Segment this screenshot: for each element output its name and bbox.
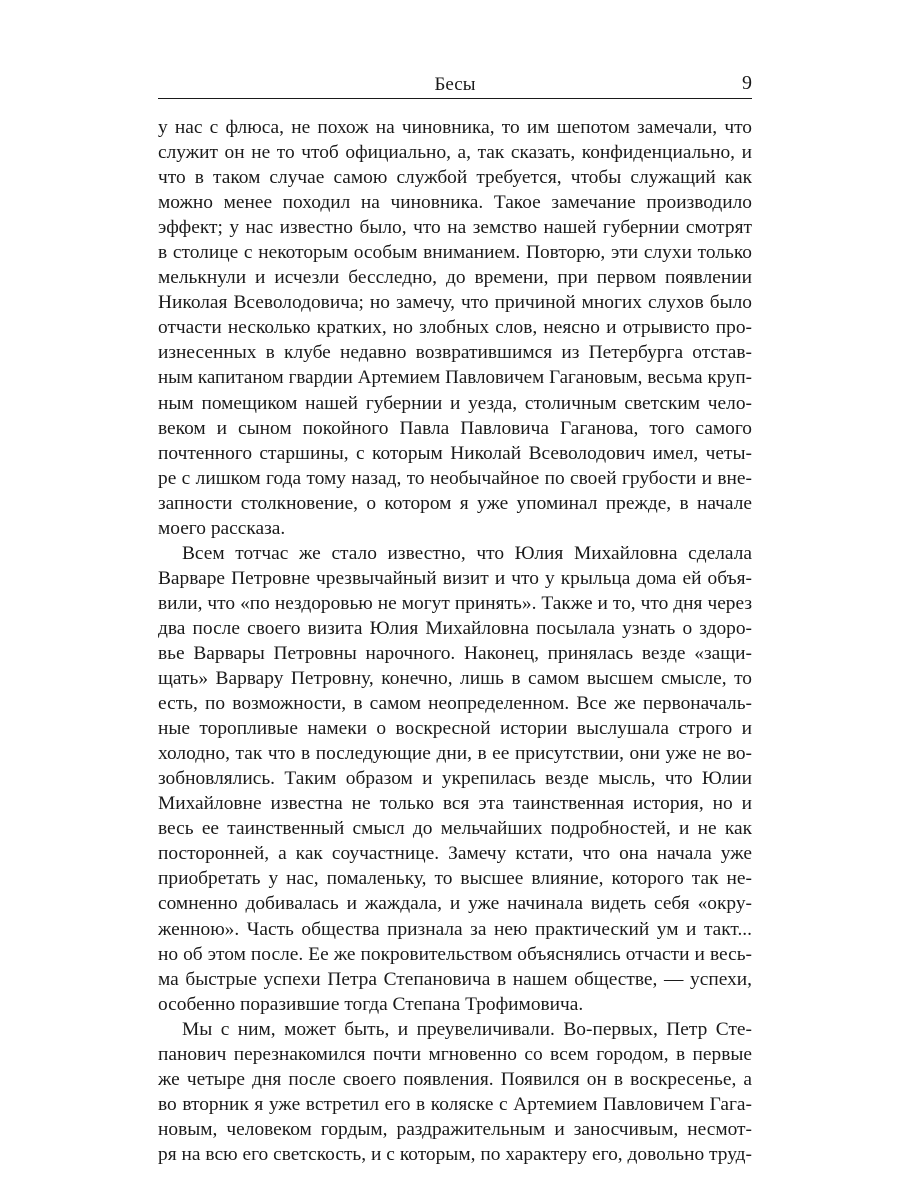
text-line: Николая Всеволодовича; но замечу, что причиной многих слухов было xyxy=(158,292,752,314)
text-line: зобновлялись. Таким образом и укрепилась везде мысль, что Юлии xyxy=(158,768,752,790)
text-line: эффект; у нас известно было, что на земство нашей губернии смотрят xyxy=(158,217,752,239)
text-line: моего рассказа. xyxy=(158,517,286,539)
text-line: Мы с ним, может быть, и преувеличивали. Во-первых, Петр Сте- xyxy=(182,1018,752,1040)
text-line: в столице с некоторым особым вниманием. Повторю, эти слухи только xyxy=(158,242,752,264)
text-line: сомненно добивалась и жаждала, и уже начинала видеть себя «окру- xyxy=(158,893,752,915)
body-text xyxy=(158,115,752,1167)
text-line: приобретать у нас, помаленьку, то высшее влияние, которого так не- xyxy=(158,868,752,890)
text-line: ма быстрые успехи Петра Степановича в нашем обществе, — успехи, xyxy=(158,968,752,990)
text-line: почтенного старшины, с которым Николай Всеволодович имел, четы- xyxy=(158,442,752,464)
text-line: Варваре Петровне чрезвычайный визит и что у крыльца дома ей объя- xyxy=(158,567,752,589)
text-line: холодно, так что в последующие дни, в ее присутствии, они уже не во- xyxy=(158,743,752,765)
text-line: ря на всю его светскость, и с которым, по характеру его, довольно труд- xyxy=(158,1143,752,1165)
text-line: можно менее походил на чиновника. Такое замечание производило xyxy=(158,192,752,214)
text-line: женною». Часть общества признала за нею практический ум и такт... xyxy=(158,918,752,940)
text-line: ным капитаном гвардии Артемием Павловичем Гагановым, весьма круп- xyxy=(158,367,752,389)
text-line: запности столкновение, о котором я уже упоминал прежде, в начале xyxy=(158,492,752,514)
text-line: особенно поразившие тогда Степана Трофимовича. xyxy=(158,993,584,1015)
running-header xyxy=(158,70,752,99)
text-line: что в таком случае самою службой требуется, чтобы служащий как xyxy=(158,167,752,189)
text-line: Всем тотчас же стало известно, что Юлия Михайловна сделала xyxy=(182,542,752,564)
text-line: веком и сыном покойного Павла Павловича Гаганова, того самого xyxy=(158,417,752,439)
text-line: ные торопливые намеки о воскресной истории выслушала строго и xyxy=(158,718,752,740)
text-line: вили, что «по нездоровью не могут принять». Также и то, что дня через xyxy=(158,592,752,614)
text-line: весь ее таинственный смысл до мельчайших подробностей, и не как xyxy=(158,818,752,840)
text-line: посторонней, а как соучастнице. Замечу кстати, что она начала уже xyxy=(158,843,752,865)
text-line: у нас с флюса, не похож на чиновника, то им шепотом замечали, что xyxy=(158,117,752,138)
text-line: щать» Варвару Петровну, конечно, лишь в самом высшем смысле, то xyxy=(158,668,752,690)
text-line: служит он не то чтоб официально, а, так сказать, конфиденциально, и xyxy=(158,142,752,164)
text-line: отчасти несколько кратких, но злобных слов, неясно и отрывисто про- xyxy=(158,317,752,339)
text-line: новым, человеком гордым, раздражительным и заносчивым, несмот- xyxy=(158,1118,752,1140)
text-line: вье Варвары Петровны нарочного. Наконец, принялась везде «защи- xyxy=(158,642,752,664)
text-line: изнесенных в клубе недавно возвратившимся из Петербурга отстав- xyxy=(158,342,752,364)
text-line: во вторник я уже встретил его в коляске с Артемием Павловичем Гага- xyxy=(158,1093,752,1115)
text-line: но об этом после. Ее же покровительством объяснялись отчасти и весь- xyxy=(158,943,752,965)
text-line: два после своего визита Юлия Михайловна посылала узнать о здоро- xyxy=(158,617,752,639)
text-line: мелькнули и исчезли бесследно, до времени, при первом появлении xyxy=(158,267,752,289)
page-number: 9 xyxy=(742,72,752,94)
text-line: ным помещиком нашей губернии и уезда, столичным светским чело- xyxy=(158,392,752,414)
running-title: Бесы xyxy=(434,74,476,95)
text-line: есть, по возможности, в самом неопределенном. Все же первоначаль- xyxy=(158,693,752,715)
text-line: ре с лишком года тому назад, то необычайное по своей грубости и вне- xyxy=(158,467,752,489)
text-line: же четыре дня после своего появления. Появился он в воскресенье, а xyxy=(158,1068,752,1090)
text-line: панович перезнакомился почти мгновенно со всем городом, в первые xyxy=(158,1043,752,1065)
text-line: Михайловне известна не только вся эта таинственная история, но и xyxy=(158,793,752,815)
